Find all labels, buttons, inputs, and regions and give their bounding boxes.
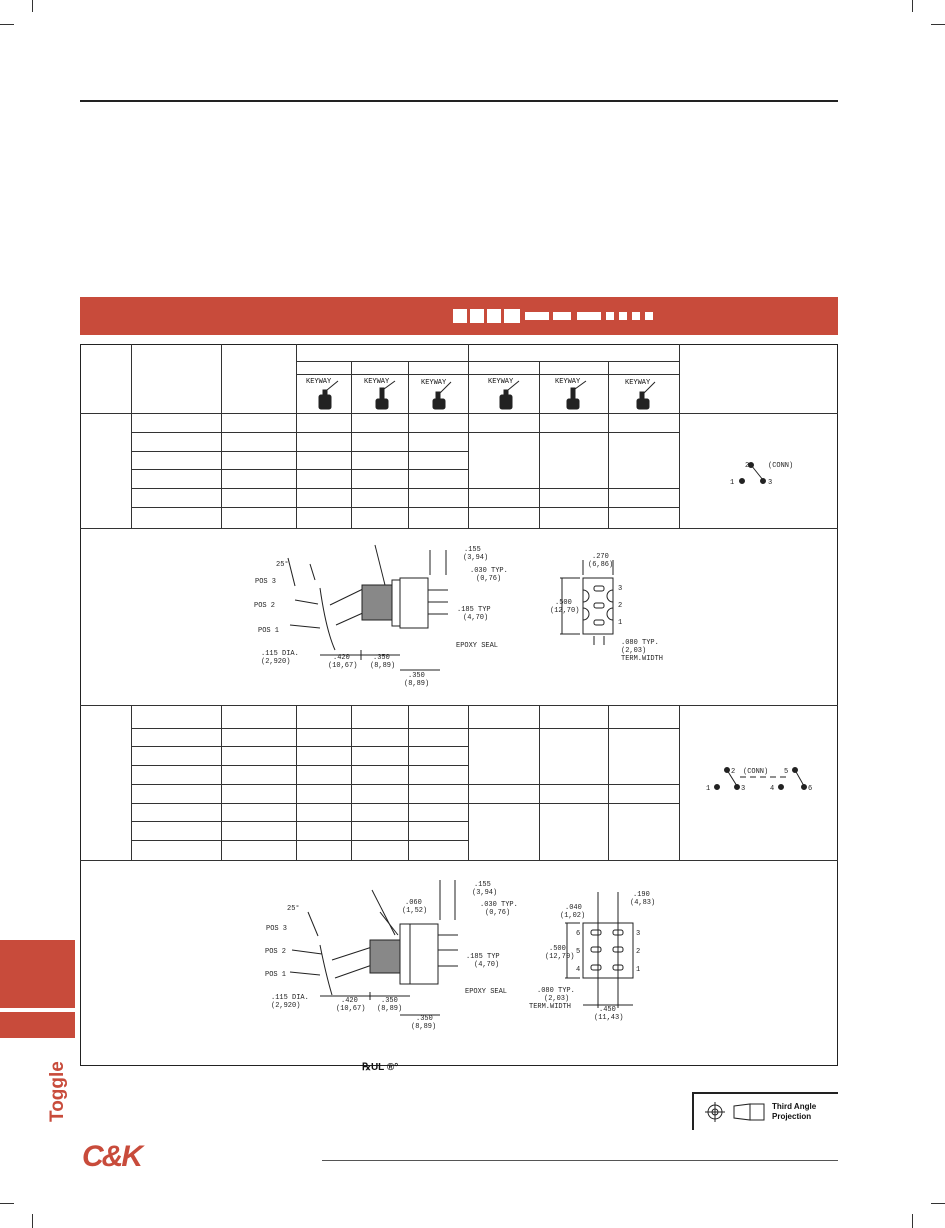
switch-side-view-1	[288, 545, 448, 670]
toggle-handle-icon	[433, 382, 451, 409]
dim-label: .185 TYP	[457, 606, 491, 614]
dim-label: 6	[576, 930, 581, 938]
dim-label: (2,03)	[621, 647, 647, 655]
dim-label: 25°	[287, 905, 300, 913]
dim-label: 25°	[276, 561, 289, 569]
dim-label: (2,920)	[261, 658, 291, 666]
dim-label: .350	[416, 1015, 433, 1023]
dim-label: (1,52)	[402, 907, 428, 915]
keyway-label: KEYWAY	[555, 378, 581, 386]
dim-label: TERM.WIDTH	[529, 1003, 572, 1011]
projection-box	[692, 1092, 838, 1130]
schematic-label: 2	[731, 768, 736, 776]
dim-label: (4,83)	[630, 899, 656, 907]
dim-label: .115 DIA.	[271, 994, 309, 1002]
dim-label: .190	[633, 891, 650, 899]
dim-label: POS 2	[265, 948, 287, 956]
dim-label: .420	[341, 997, 358, 1005]
dim-label: (8,89)	[377, 1005, 403, 1013]
dim-label: (2,920)	[271, 1002, 301, 1010]
dim-label: (4,70)	[463, 614, 489, 622]
schematic-label: 5	[784, 768, 789, 776]
projection-line1: Third Angle	[772, 1102, 817, 1111]
dim-label: 1	[636, 966, 641, 974]
dim-label: POS 2	[254, 602, 276, 610]
dim-label: 2	[618, 602, 623, 610]
dim-label: .040	[565, 904, 582, 912]
dim-label: (1,02)	[560, 912, 586, 920]
projection-line2: Projection	[772, 1112, 812, 1121]
toggle-handle-icon	[319, 381, 338, 409]
dim-label: .420	[333, 654, 350, 662]
dim-label: (8,89)	[404, 680, 430, 688]
switch-side-view-2	[290, 880, 458, 1015]
keyway-label: KEYWAY	[306, 378, 332, 386]
dim-label: (4,70)	[474, 961, 500, 969]
dim-label: POS 1	[265, 971, 287, 979]
dim-label: (8,89)	[411, 1023, 437, 1031]
dim-label: POS 3	[266, 925, 288, 933]
footer-rule	[322, 1160, 838, 1161]
dim-label: (8,89)	[370, 662, 396, 670]
dim-label: EPOXY SEAL	[456, 642, 499, 650]
dim-label: .350	[373, 654, 390, 662]
dim-label: POS 3	[255, 578, 277, 586]
dim-label: .350	[381, 997, 398, 1005]
dim-label: (11,43)	[594, 1014, 624, 1022]
schematic-label: 6	[808, 785, 813, 793]
dim-label: (3,94)	[463, 554, 489, 562]
certification-marks: ℞UL ®°	[362, 1062, 399, 1073]
dim-label: 3	[618, 585, 623, 593]
dim-label: (0,76)	[485, 909, 511, 917]
dim-label: (2,03)	[544, 995, 570, 1003]
dim-label: .155	[464, 546, 481, 554]
section-tab-lower	[0, 1012, 75, 1038]
toggle-handle-icon	[500, 381, 519, 409]
toggle-handle-icon	[376, 381, 395, 409]
dim-label: (10,67)	[328, 662, 358, 670]
toggle-handle-icon	[567, 381, 586, 409]
schematic-label: 3	[741, 785, 746, 793]
dim-label: .450	[599, 1006, 616, 1014]
keyway-label: KEYWAY	[421, 379, 447, 387]
schematic-label: 1	[730, 479, 735, 487]
dim-label: .185 TYP	[466, 953, 500, 961]
dim-label: .030 TYP.	[470, 567, 508, 575]
dim-label: EPOXY SEAL	[465, 988, 508, 996]
dim-label: .155	[474, 881, 491, 889]
schematic-label: (CONN)	[768, 462, 794, 470]
schematic-label: 3	[768, 479, 773, 487]
schematic-spdt	[740, 463, 766, 484]
keyway-label: KEYWAY	[488, 378, 514, 386]
dim-label: (3,94)	[472, 889, 498, 897]
dim-label: TERM.WIDTH	[621, 655, 664, 663]
dim-label: .115 DIA.	[261, 650, 299, 658]
dim-label: (6,86)	[588, 561, 614, 569]
dim-label: .350	[408, 672, 425, 680]
dim-label: POS 1	[258, 627, 280, 635]
dim-label: (0,76)	[476, 575, 502, 583]
dim-label: 3	[636, 930, 641, 938]
dim-label: (12,70)	[550, 607, 580, 615]
dim-label: .500	[549, 945, 566, 953]
section-tab[interactable]	[0, 940, 75, 1008]
dim-label: 4	[576, 966, 581, 974]
section-tab-label: Toggle	[47, 1061, 68, 1122]
dim-label: .030 TYP.	[480, 901, 518, 909]
keyway-label: KEYWAY	[364, 378, 390, 386]
brand-logo: C&K	[82, 1140, 141, 1173]
dim-label: .080 TYP.	[621, 639, 659, 647]
schematic-label: 4	[770, 785, 775, 793]
schematic-label: (CONN)	[743, 768, 769, 776]
dim-label: .270	[592, 553, 609, 561]
dim-label: 5	[576, 948, 581, 956]
dim-label: 2	[636, 948, 641, 956]
keyway-label: KEYWAY	[625, 379, 651, 387]
schematic-label: 2	[745, 462, 750, 470]
dim-label: .060	[405, 899, 422, 907]
dim-label: (12,70)	[545, 953, 575, 961]
dim-label: .080 TYP.	[537, 987, 575, 995]
dim-label: .500	[555, 599, 572, 607]
schematic-label: 1	[706, 785, 711, 793]
toggle-handle-icon	[637, 382, 655, 409]
dim-label: (10,67)	[336, 1005, 366, 1013]
dim-label: 1	[618, 619, 623, 627]
